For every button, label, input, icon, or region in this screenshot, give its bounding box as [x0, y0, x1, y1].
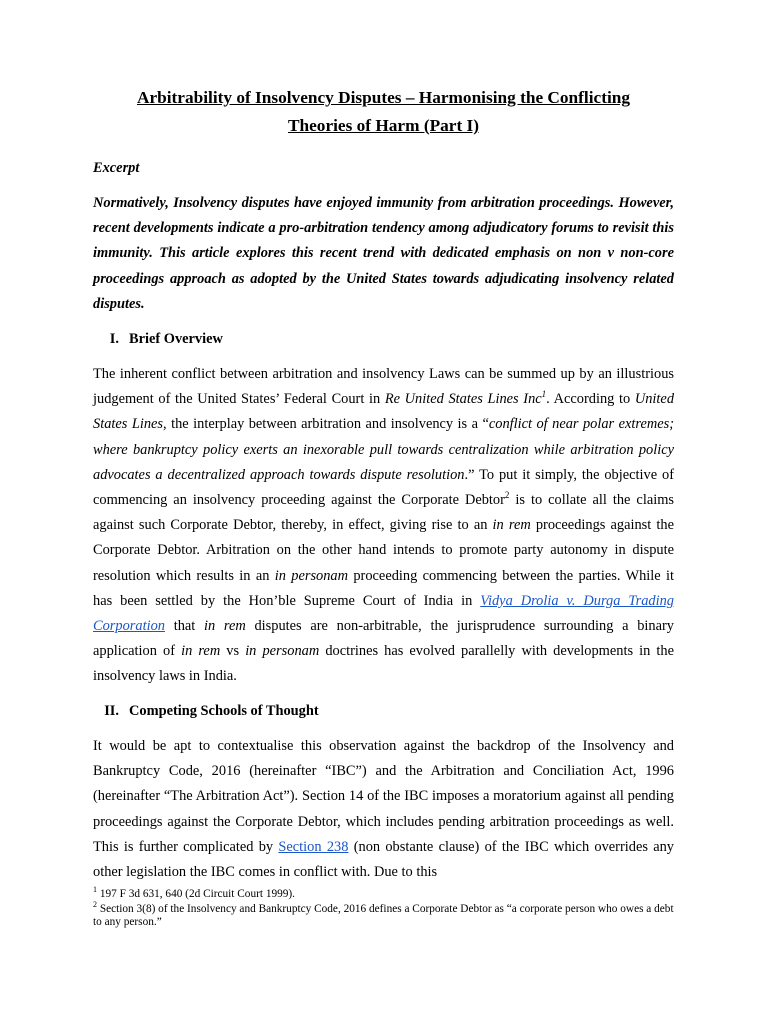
- section-heading-competing-schools: [93, 702, 319, 720]
- footnote-text: Section 3(8) of the Insolvency and Bankruptcy Code, 2016 defines a Corporate Debtor as “a corporate person who owes a debt to any person.”: [93, 903, 674, 928]
- section-number: I.: [109, 331, 119, 347]
- text-run: doctrines has evolved parallelly with developments in the insolvency laws in India.: [93, 643, 674, 685]
- footnote-text: 197 F 3d 631, 640 (2d Circuit Court 1999).: [97, 888, 296, 900]
- text-run: .” To put it simply, the objective of commencing an insolvency proceeding against the Corporate Debtor: [93, 466, 674, 509]
- footnote-marker: 1: [93, 885, 97, 895]
- section-heading-brief-overview: [93, 330, 223, 348]
- text-run: The inherent conflict between arbitration and insolvency Laws can be summed up by an illustrious judgement of the United States’ Federal Court in: [93, 366, 674, 408]
- text-run: . According to: [546, 391, 635, 408]
- text-run: is to collate all the claims against such Corporate Debtor, thereby, in effect, giving rise to an: [93, 492, 674, 534]
- text-run: (non obstante clause) of the IBC which overrides any other legislation the IBC comes in conflict with. Due to this: [93, 838, 674, 881]
- text-run: vs: [220, 643, 246, 660]
- text-run: proceeding commencing between the parties. While it has been settled by the Hon’ble Supreme Court of India in: [93, 567, 674, 609]
- text-run: , the interplay between arbitration and insolvency is a “: [163, 416, 489, 433]
- excerpt-label: Excerpt: [93, 160, 140, 176]
- footnotes: [93, 885, 674, 931]
- latin-term: in rem: [204, 618, 246, 635]
- section-238-link[interactable]: Section 238: [278, 838, 349, 855]
- text-run: proceedings against the Corporate Debtor. Arbitration on the other hand intends to promote party autonomy in dispute resolution which results in an: [93, 517, 674, 584]
- latin-term: in rem: [492, 517, 531, 534]
- latin-term: in personam: [245, 643, 320, 660]
- document-title: [93, 84, 674, 140]
- footnote-2: [93, 900, 674, 929]
- paragraph-competing-schools: [93, 734, 674, 885]
- case-name: Re United States Lines Inc: [384, 391, 542, 408]
- paragraph-brief-overview: [93, 362, 674, 690]
- footnote-1: [93, 885, 674, 901]
- title-line-1: Arbitrability of Insolvency Disputes – Harmonising the Conflicting: [136, 88, 630, 107]
- title-line-2: Theories of Harm (Part I): [288, 116, 479, 135]
- footnote-marker: 2: [93, 900, 97, 910]
- section-title: Competing Schools of Thought: [129, 703, 319, 719]
- footnote-ref-1[interactable]: 1: [541, 389, 547, 400]
- document-page: [93, 84, 675, 928]
- section-number: II.: [104, 703, 119, 719]
- latin-term: in rem: [181, 643, 221, 660]
- excerpt-text: Normatively, Insolvency disputes have enjoyed immunity from arbitration proceedings. However, recent developments indicate a pro-arbitration tendency among adjudicatory forums to revisit this immunity. This article explores this recent trend with dedicated emphasis on non v non-core proceedings approach as adopted by the United States towards adjudicating insolvency related disputes.: [93, 195, 674, 312]
- footnote-ref-2[interactable]: 2: [504, 490, 510, 501]
- quotation: conflict of near polar extremes; where bankruptcy policy exerts an inexorable pull towards centralization while arbitration policy advocates a decentralized approach towards dispute resolution: [93, 416, 674, 483]
- case-name: United States Lines: [93, 391, 675, 433]
- vidya-drolia-link[interactable]: Vidya Drolia v. Durga Trading Corporation: [93, 592, 674, 635]
- text-run: It would be apt to contextualise this observation against the backdrop of the Insolvency and Bankruptcy Code, 2016 (hereinafter “IBC”) and the Arbitration and Conciliation Act, 1996 (hereinafter “The Arbitration Act”). Section 14 of the IBC imposes a moratorium against all pending proceedings against the Corporate Debtor, which includes pending arbitration proceedings as well. This is further complicated by: [93, 738, 674, 855]
- text-run: disputes are non-arbitrable, the jurisprudence surrounding a binary application of: [93, 618, 674, 660]
- latin-term: in personam: [274, 567, 349, 584]
- text-run: that: [164, 618, 204, 635]
- section-title: Brief Overview: [129, 331, 223, 347]
